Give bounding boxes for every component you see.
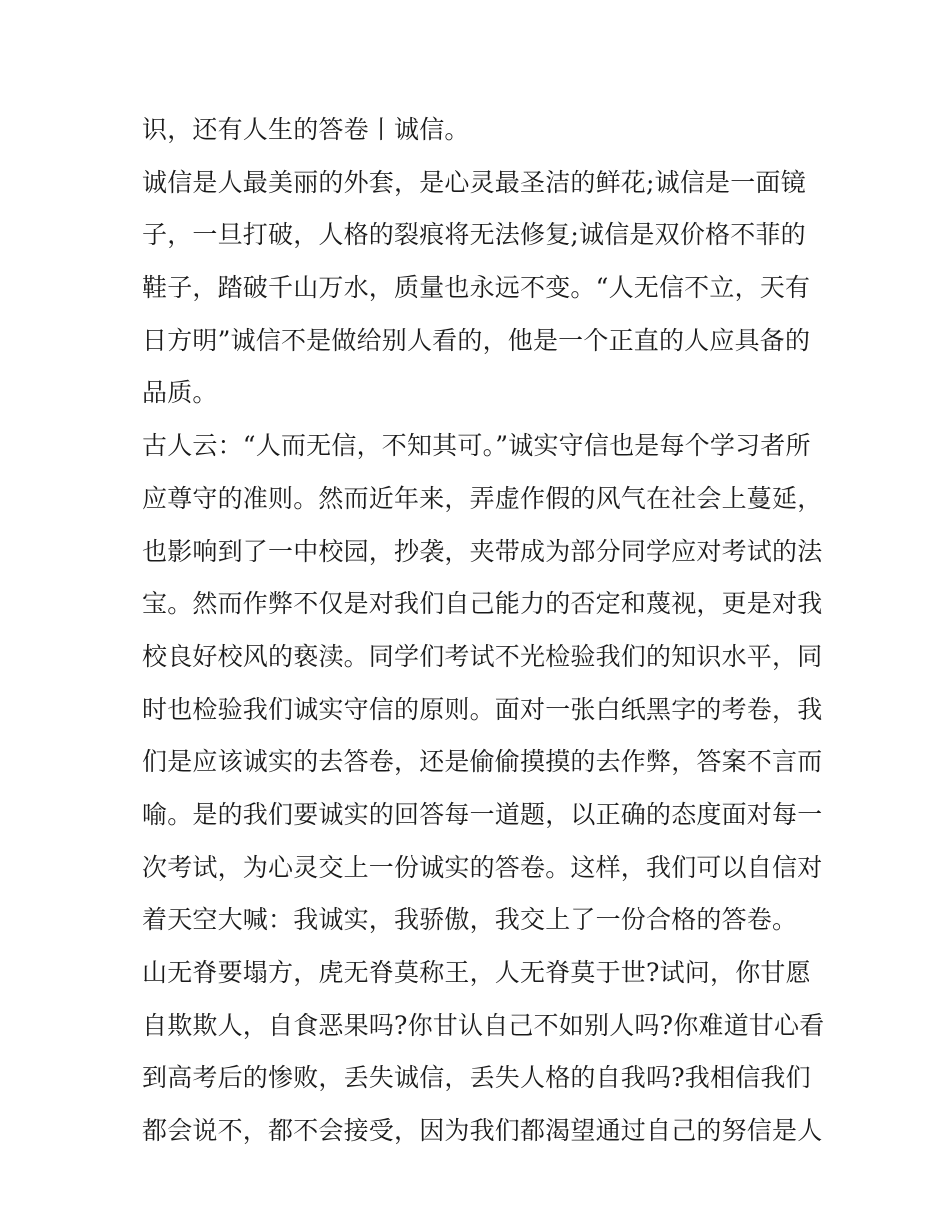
text-line: 都会说不，都不会接受，因为我们都渴望通过自己的努信是人: [142, 1116, 823, 1146]
text-line: 自欺欺人，自食恶果吗?你甘认自己不如别人吗?你难道甘心看: [142, 1010, 825, 1040]
text-line: 日方明”诚信不是做给别人看的，他是一个正直的人应具备的: [142, 325, 811, 355]
text-line: 山无脊要塌方，虎无脊莫称王，人无脊莫于世?试问，你甘愿: [142, 958, 811, 987]
text-line: 诚信是人最美丽的外套，是心灵最圣洁的鲜花;诚信是一面镜: [142, 167, 806, 197]
text-line: 品质。: [142, 378, 218, 408]
text-line: 应尊守的准则。然而近年来，弄虚作假的风气在社会上蔓延，: [142, 483, 823, 513]
text-line: 鞋子，踏破千山万水，质量也永远不变。“人无信不立，天有: [142, 273, 811, 303]
text-line: 也影响到了一中校园，抄袭，夹带成为部分同学应对考试的法: [142, 536, 823, 566]
text-line: 宝。然而作弊不仅是对我们自己能力的否定和蔑视，更是对我: [142, 589, 823, 619]
text-line: 到高考后的惨败，丢失诚信，丢失人格的自我吗?我相信我们: [142, 1063, 811, 1093]
text-line: 次考试，为心灵交上一份诚实的答卷。这样，我们可以自信对: [142, 852, 823, 882]
text-line: 喻。是的我们要诚实的回答每一道题，以正确的态度面对每一: [142, 799, 823, 829]
text-line: 古人云：“人而无信，不知其可。”诚实守信也是每个学习者所: [142, 431, 811, 461]
text-line: 识，还有人生的答卷丨诚信。: [142, 115, 470, 144]
document-body: [142, 104, 825, 1158]
text-line: 们是应该诚实的去答卷，还是偷偷摸摸的去作弊，答案不言而: [142, 747, 823, 777]
text-line: 着天空大喊：我诚实，我骄傲，我交上了一份合格的答卷。: [142, 905, 798, 935]
text-line: 时也检验我们诚实守信的原则。面对一张白纸黑字的考卷，我: [142, 694, 823, 724]
text-line: 子，一旦打破，人格的裂痕将无法修复;诚信是双价格不菲的: [142, 220, 806, 250]
text-line: 校良好校风的亵渎。同学们考试不光检验我们的知识水平，同: [142, 641, 823, 671]
